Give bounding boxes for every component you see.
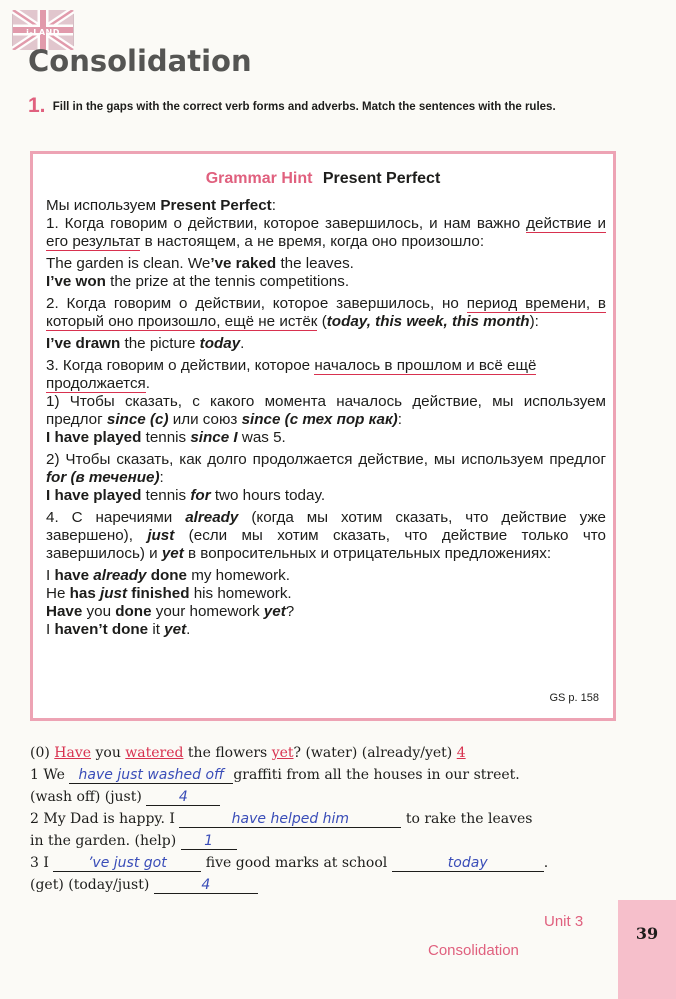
example-8: Have you done your homework yet? (46, 603, 295, 620)
exercise-3-rule-field[interactable]: 4 (154, 876, 258, 894)
grammar-hint-label: Grammar Hint (205, 170, 313, 187)
grammar-hint-topic: Present Perfect (322, 170, 441, 187)
exercise-1-rule-field[interactable]: 4 (146, 788, 220, 806)
example-rule-number: 4 (456, 745, 466, 761)
rule-2: 2. Когда говорим о действии, которое завершилось, но период времени, в который оно произошло, ещё не истёк (today, this week, this month): (46, 295, 606, 330)
grammar-hint-body (46, 197, 606, 639)
hint-intro: Мы используем Present Perfect: (46, 197, 276, 214)
task-text: Fill in the gaps with the correct verb forms and adverbs. Match the sentences with the rules. (52, 101, 556, 113)
exercise-2-line-1: 2 My Dad is happy. I have helped him to rake the leaves (30, 811, 533, 827)
exercise-2-answer-field[interactable]: have helped him (179, 810, 401, 828)
exercise-3-line-2: (get) (today/just) 4 (30, 874, 630, 896)
example-answer-yet: yet (271, 745, 294, 761)
grammar-hint-heading (33, 170, 613, 188)
exercise-1-line-1: 1 We have just washed off graffiti from all the houses in our street. (30, 767, 520, 783)
section-label: Consolidation (428, 942, 519, 959)
rule-3: 3. Когда говорим о действии, которое началось в прошлом и всё ещё продолжается. (46, 357, 537, 392)
exercise-1-answer-field[interactable]: have just washed off (69, 766, 233, 784)
example-answer-have: Have (54, 745, 92, 761)
example-6: I have already done my homework. (46, 567, 290, 584)
example-1: The garden is clean. We’ve raked the leaves. (46, 255, 354, 272)
example-7: He has just finished his homework. (46, 585, 292, 602)
exercise-3-line-1: 3 I ’ve just got five good marks at school today . (30, 855, 549, 871)
example-4: I have played tennis since I was 5. (46, 429, 286, 446)
grammar-hint-box (30, 151, 616, 721)
example-answer-watered: watered (125, 745, 184, 761)
rule-4: 4. С наречиями already (когда мы хотим сказать, что действие уже завершено), just (если мы хотим сказать, что действие только что завершилось) и yet в вопросительных и отрицательных предложениях: (46, 509, 606, 562)
rule-3-1: 1) Чтобы сказать, с какого момента началось действие, мы используем предлог since (с) или союз since (с тех пор как): (46, 393, 606, 428)
exercise-2-line-2: in the garden. (help) 1 (30, 830, 630, 852)
exercise-3-answer-field[interactable]: ’ve just got (53, 854, 201, 872)
task-number: 1. (28, 94, 46, 117)
exercise-2-rule-field[interactable]: 1 (181, 832, 237, 850)
example-2: I’ve won the prize at the tennis competitions. (46, 273, 350, 290)
exercise-0: (0) Have you watered the flowers yet? (water) (already/yet) 4 (30, 745, 466, 761)
grammar-reference: GS p. 158 (549, 692, 599, 704)
exercise-1-line-2: (wash off) (just) 4 (30, 786, 630, 808)
rule-1: 1. Когда говорим о действии, которое завершилось, и нам важно действие и его результат в настоящем, а не время, когда оно произошло: (46, 215, 606, 250)
logo-text: i-LAND (26, 28, 60, 37)
exercise-list (30, 742, 630, 896)
page-title: Consolidation (28, 44, 252, 78)
exercise-3-adverb-field[interactable]: today (392, 854, 544, 872)
example-9: I haven’t done it yet. (46, 621, 191, 638)
page-number: 39 (618, 900, 676, 999)
task-instruction (28, 94, 628, 117)
example-5: I have played tennis for two hours today. (46, 487, 326, 504)
example-3: I’ve drawn the picture today. (46, 335, 245, 352)
rule-3-2: 2) Чтобы сказать, как долго продолжается действие, мы используем предлог for (в течение): (46, 451, 606, 486)
unit-label: Unit 3 (544, 913, 584, 930)
